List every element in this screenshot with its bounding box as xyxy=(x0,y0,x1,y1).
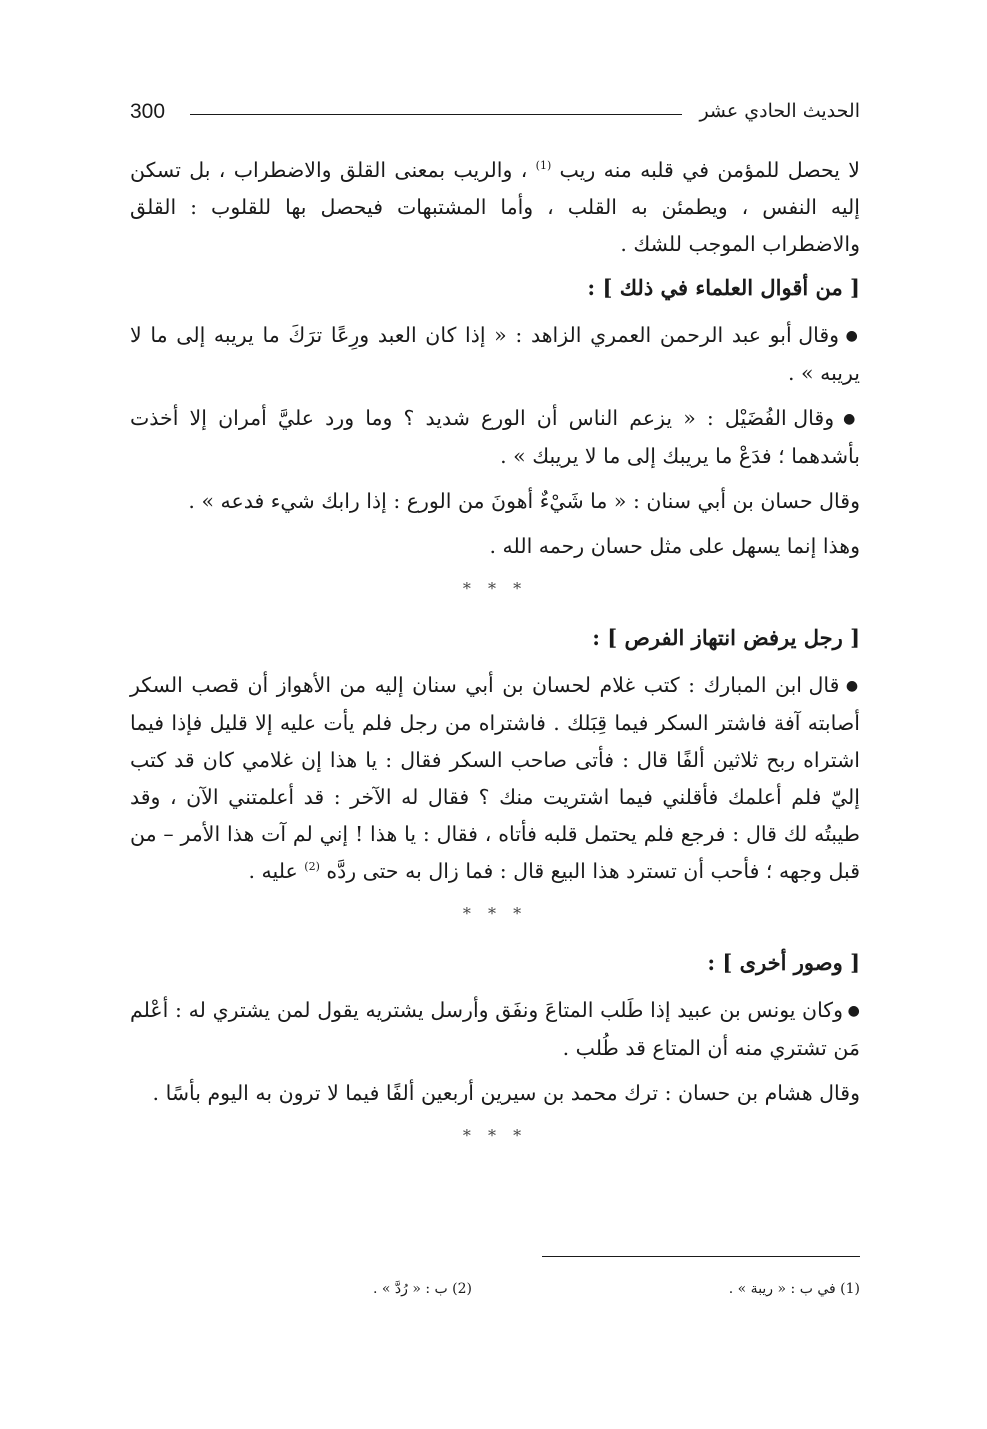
paragraph: وهذا إنما يسهل على مثل حسان رحمه الله . xyxy=(489,534,860,558)
header-rule xyxy=(190,114,682,115)
footnote-ref[interactable]: (1) xyxy=(535,159,552,173)
story-paragraph: ● قال ابن المبارك : كتب غلام لحسان بن أبي سنان إليه من الأهواز أن قصب السكر أصابته آفة فاشتر السكر فيما قِبَلك . فاشتراه من رجل فلم يأت عليه إلا قليل فإذا فيما اشتراه ربح ثلاثين ألفًا قال : فأتى صاحب السكر فقال : يا هذا إن غلامي كان قد كتب إليّ فلم أعلمك فأقلني فيما اشتريت منك ؟ فقال له الآخر : قد أعلمتني الآن ، وقد طيبتُه لك قال : فرجع فلم يحتمل قلبه فأتاه ، فقال : يا هذا ! إني لم آت هذا الأمر – من قبل وجهه ؛ فأحب أن تسترد هذا البيع قال : فما زال به حتى ردَّه $^{(2)}$ عليه . xyxy=(130,667,860,890)
footnote-rule xyxy=(542,1256,860,1257)
page-number: 300 xyxy=(130,100,166,123)
section-divider: * * * xyxy=(462,579,528,598)
quote-paragraph: ● وكان يونس بن عبيد إذا طَلب المتاعَ ونفَق وأرسل يشتريه يقول لمن يشتري له : أعْلم مَن تشتري منه أن المتاع قد طُلب . xyxy=(130,992,860,1067)
quote-paragraph: وقال حسان بن أبي سنان : « ما شَيْءٌ أهونَ من الورع : إذا رابك شيء فدعه » . xyxy=(188,489,860,513)
running-title: الحديث الحادي عشر xyxy=(699,100,860,122)
section-heading: [ وصور أخرى ] : xyxy=(707,950,860,975)
section-heading: [ من أقوال العلماء في ذلك ] : xyxy=(587,275,860,300)
section-divider: * * * xyxy=(462,904,528,923)
footnote-1: (1) في ب : « ريبة » . xyxy=(728,1281,860,1297)
section-divider: * * * xyxy=(462,1126,528,1145)
quote-paragraph: ● وقال الفُضَيْل : « يزعم الناس أن الورع شديد ؟ وما ورد عليَّ أمران إلا أخذت بأشدهما ؛ فدَعْ ما يريبك إلى ما لا يريبك » . xyxy=(130,400,860,475)
section-heading: [ رجل يرفض انتهاز الفرص ] : xyxy=(592,625,860,650)
footnote-ref[interactable]: (2) xyxy=(304,860,320,874)
page-header xyxy=(130,96,860,132)
footnote-2: (2) ب : « رُدَّ » . xyxy=(372,1281,472,1297)
book-page xyxy=(130,96,860,1336)
paragraph: لا يحصل للمؤمن في قلبه منه ريب $^{(1)}$ ، والريب بمعنى القلق والاضطراب ، بل تسكن إليه النفس ، ويطمئن به القلب ، وأما المشتبهات فيحصل بها للقلوب : القلق والاضطراب الموجب للشك . xyxy=(130,158,860,256)
main-text xyxy=(130,152,860,1146)
quote-paragraph: ● وقال أبو عبد الرحمن العمري الزاهد : « إذا كان العبد ورِعًا ترَكَ ما يريبه إلى ما لا يريبه » . xyxy=(130,317,860,392)
quote-paragraph: وقال هشام بن حسان : ترك محمد بن سيرين أربعين ألفًا فيما لا ترون به اليوم بأسًا . xyxy=(152,1081,860,1105)
